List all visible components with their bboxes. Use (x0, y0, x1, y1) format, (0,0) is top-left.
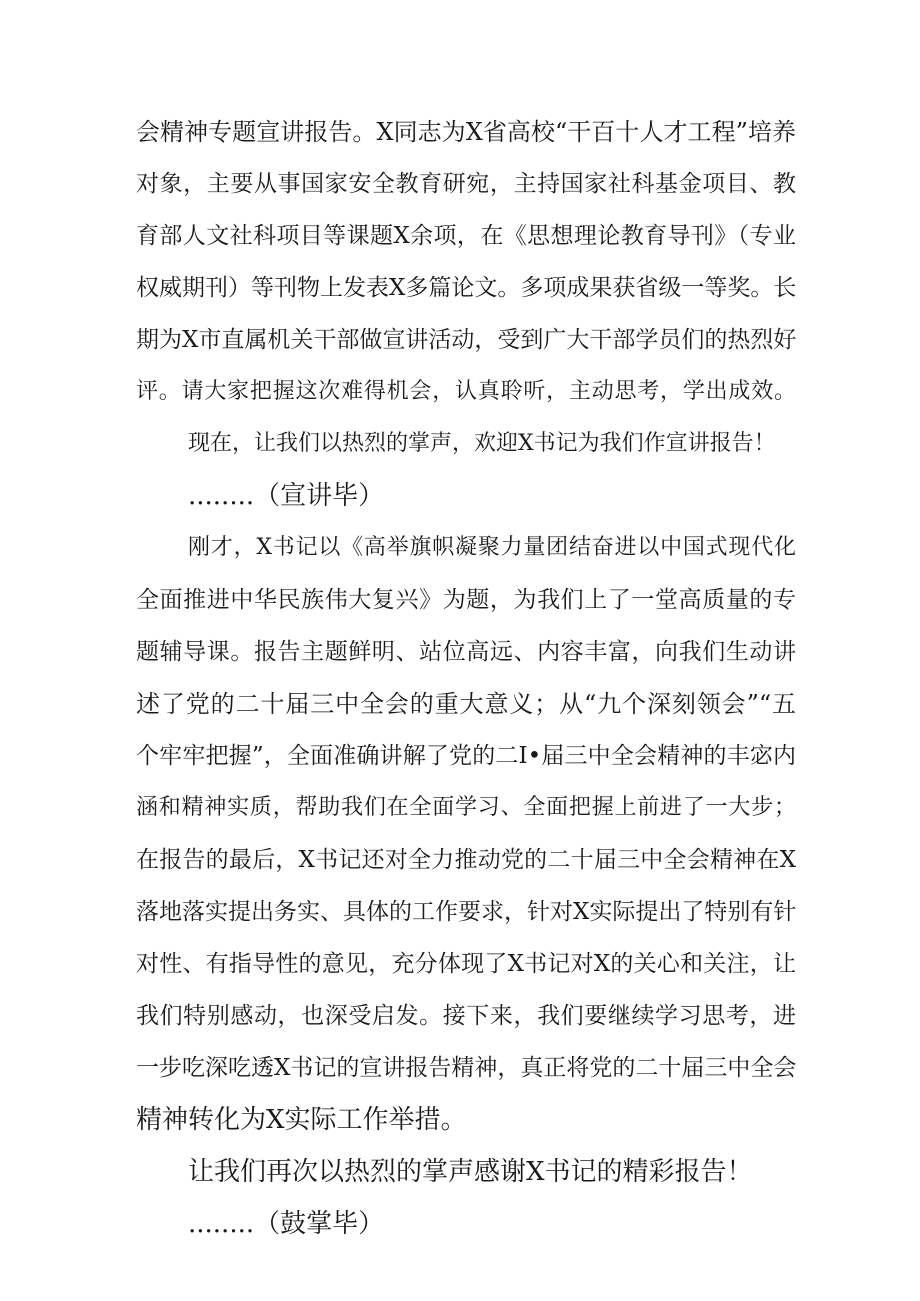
text-line: 题辅导课。报告主题鲜明、站位高远、内容丰富，向我们生动讲 (136, 639, 796, 665)
text-line: 评。请大家把握这次难得机会，认真聆听，主动思考，学出成效。 (136, 379, 796, 404)
text-line: 会精神专题宣讲报告。X同志为X省高校“干百十人才工程”培养 (136, 118, 796, 146)
text-line: 刚才，X书记以《高举旗帜凝聚力量团结奋进以中国式现代化 (188, 535, 796, 560)
text-line: 述了党的二十届三中全会的重大意义；从“九个深刻领会”“五 (136, 690, 796, 718)
text-line: 落地落实提出务实、具体的工作要求，针对X实际提出了特别有针 (136, 899, 797, 925)
text-line: 一步吃深吃透X书记的宣讲报告精神，真正将党的二十届三中全会 (136, 1055, 797, 1081)
text-line: 在报告的最后，X书记还对全力推动党的二十届三中全会精神在X (136, 847, 796, 873)
text-line: 现在，让我们以热烈的掌声，欢迎X书记为我们作宣讲报告！ (188, 431, 776, 456)
text-line: 让我们再次以热烈的掌声感谢X书记的精彩报告！ (188, 1157, 753, 1187)
text-line: ........（宣讲毕） (188, 481, 385, 511)
text-line: 育部人文社科项目等课题X余项，在《思想理论教育导刊》（专业 (136, 223, 796, 249)
text-line: ........（鼓掌毕） (188, 1209, 385, 1239)
text-line: 全面推进中华民族伟大复兴》为题，为我们上了一堂高质量的专 (136, 587, 796, 613)
text-line: 对性、有指导性的意见，充分体现了X书记对X的关心和关注，让 (136, 951, 796, 977)
text-line: 我们特别感动，也深受启发。接下来，我们要继续学习思考，进 (136, 1003, 796, 1029)
text-line: 精神转化为X实际工作举措。 (136, 1105, 467, 1135)
text-line: 个牢牢把握”，全面准确讲解了党的二I•届三中全会精神的丰宓内 (136, 743, 796, 769)
text-line: 涵和精神实质，帮助我们在全面学习、全面把握上前进了一大步； (136, 795, 796, 820)
text-line: 对象，主要从事国家安全教育研宛，主持国家社科基金项目、教 (136, 171, 796, 197)
text-line: 期为X市直属机关干部做宣讲活动，受到广大干部学员们的热烈好 (136, 327, 797, 353)
text-line: 权威期刊）等刊物上发表X多篇论文。多项成果获省级一等奖。长 (136, 275, 797, 301)
